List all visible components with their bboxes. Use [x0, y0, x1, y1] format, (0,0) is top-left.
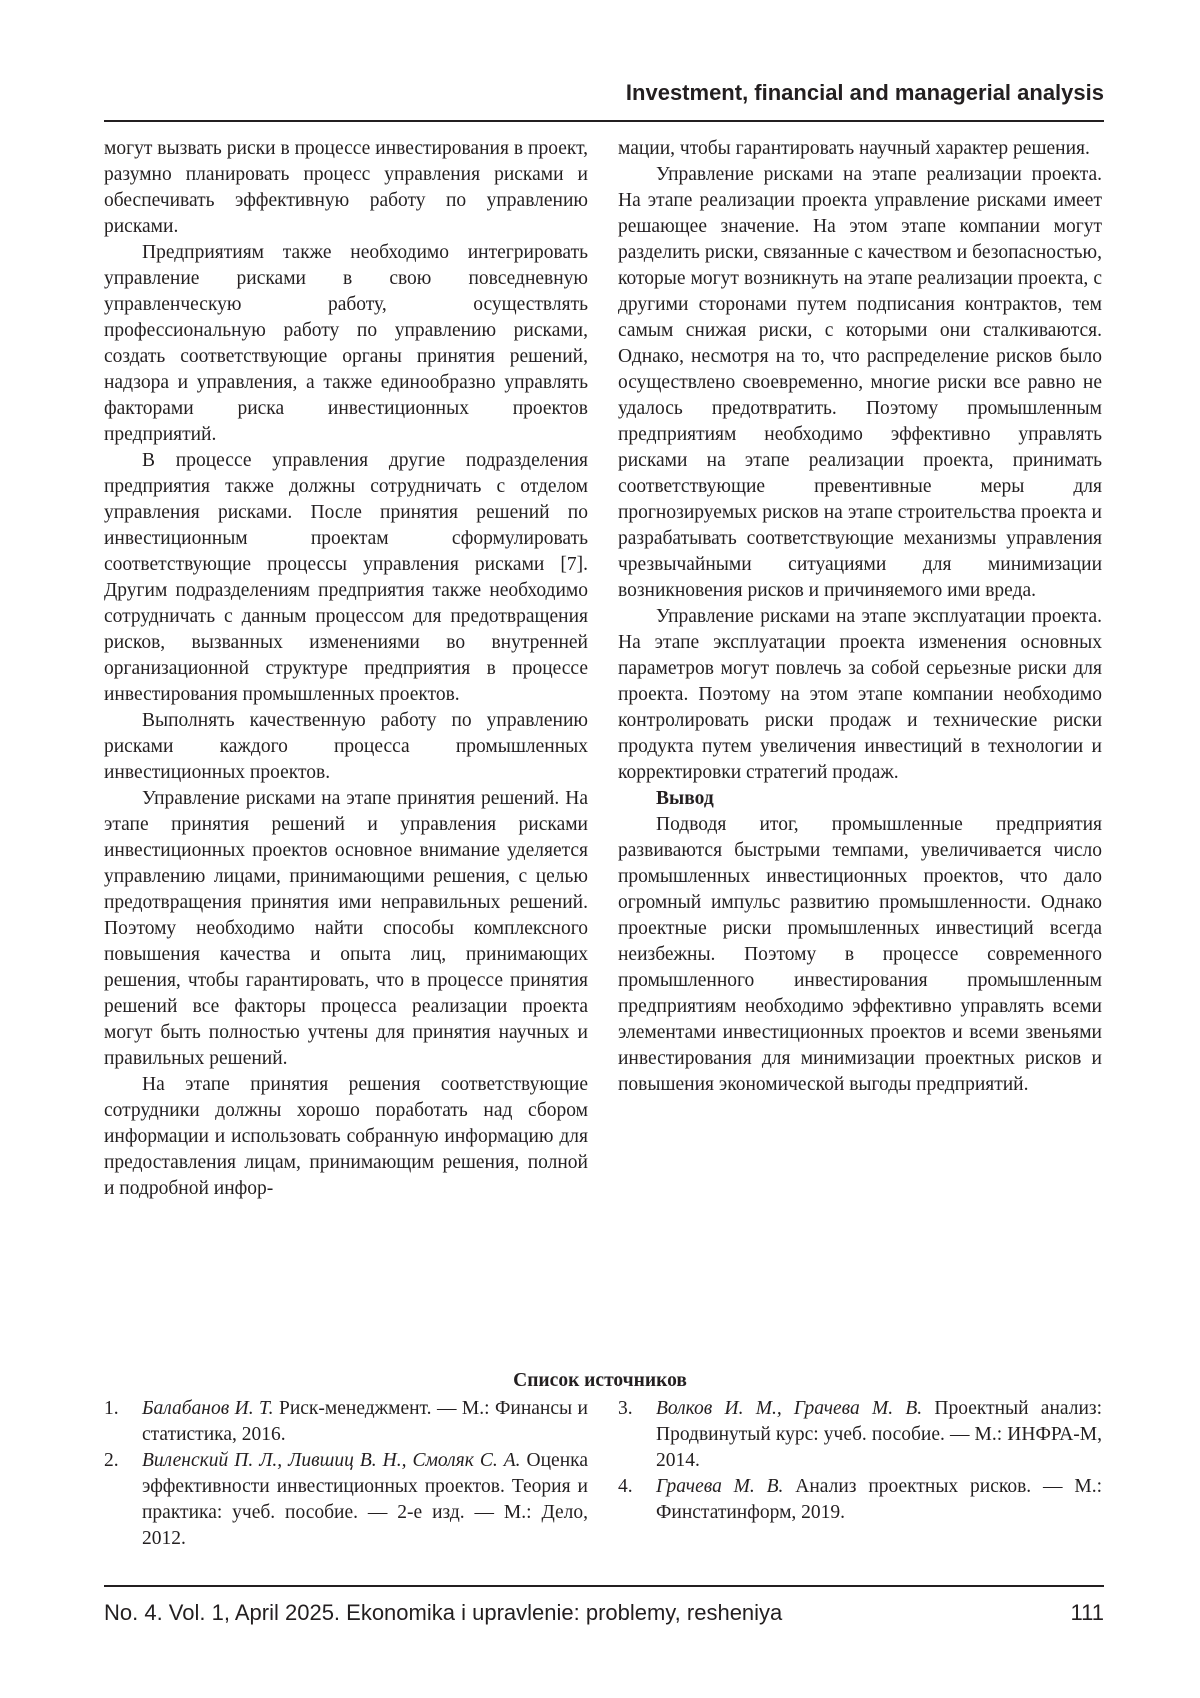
- paragraph: мации, чтобы гарантировать научный характер решения.: [618, 138, 1090, 159]
- paragraph: Предприятиям также необходимо интегрировать управление рисками в свою повседневную управленческую работу, осуществлять профессиональную работу по управлению рисками, создать соответствующие органы принятия решений, надзора и управления, а также единообразно управлять факторами риска инвестиционных проектов предприятий.: [104, 242, 588, 445]
- journal-info: No. 4. Vol. 1, April 2025. Ekonomika i upravlenie: problemy, resheniya: [104, 1600, 783, 1625]
- paragraph: Управление рисками на этапе реализации проекта. На этапе реализации проекта управление рисками имеет решающее значение. На этом этапе компании могут разделить риски, связанные с качеством и безопасностью, которые могут возникнуть на этапе реализации проекта, с другими сторонами путем подписания контрактов, тем самым снижая риски, с которыми они сталкиваются. Однако, несмотря на то, что распределение рисков было осуществлено своевременно, многие риски все равно не удалось предотвратить. Поэтому промышленным предприятиям необходимо эффективно управлять рисками на этапе реализации проекта, принимать соответствующие превентивные меры для прогнозируемых рисков на этапе строительства проекта и разрабатывать соответствующие механизмы управления чрезвычайными ситуациями для минимизации возникновения рисков и причиняемого ими вреда.: [618, 164, 1102, 601]
- reference-number: 4.: [618, 1476, 633, 1497]
- paragraph: В процессе управления другие подразделения предприятия также должны сотрудничать с отделом управления рисками. После принятия решений по инвестиционным проектам сформулировать соответствующие процессы управления рисками [7]. Другим подразделениям предприятия также необходимо сотрудничать с данным процессом для предотвращения рисков, вызванных изменениями во внутренней организационной структуре предприятия в процессе инвестирования промышленных проектов.: [104, 450, 588, 705]
- reference-item: [618, 1396, 1102, 1474]
- reference-authors: Виленский П. Л., Лившиц В. Н., Смоляк С. А.: [142, 1450, 521, 1471]
- references-left: [104, 1396, 588, 1552]
- reference-item: [104, 1396, 588, 1448]
- paragraph: Подводя итог, промышленные предприятия развиваются быстрыми темпами, увеличивается число промышленных инвестиционных проектов, что дало огромный импульс развитию промышленности. Однако проектные риски промышленных инвестиций всегда неизбежны. Поэтому в процессе современного промышленного инвестирования промышленным предприятиям необходимо эффективно управлять всеми элементами инвестиционных проектов и всеми звеньями инвестирования для минимизации проектных рисков и повышения экономической выгоды предприятий.: [618, 814, 1102, 1095]
- right-column: [618, 136, 1102, 1098]
- reference-number: 1.: [104, 1398, 119, 1419]
- paragraph: На этапе принятия решения соответствующие сотрудники должны хорошо поработать над сбором информации и использовать собранную информацию для предоставления лицам, принимающим решения, полной и подробной инфор-: [104, 1074, 588, 1199]
- paragraph: Управление рисками на этапе эксплуатации проекта. На этапе эксплуатации проекта изменения основных параметров могут повлечь за собой серьезные риски для проекта. Поэтому на этом этапе компании необходимо контролировать риски продаж и технические риски продукта путем увеличения инвестиций в технологии и корректировки стратегий продаж.: [618, 606, 1102, 783]
- section-heading-conclusion: Вывод: [656, 788, 714, 809]
- reference-number: 3.: [618, 1398, 633, 1419]
- header-rule: [104, 120, 1104, 122]
- footer-rule: [104, 1585, 1104, 1587]
- references-title: Список источников: [513, 1370, 687, 1391]
- paragraph: Выполнять качественную работу по управлению рисками каждого процесса промышленных инвестиционных проектов.: [104, 710, 588, 783]
- reference-text: Проектный анализ: Продвинутый курс: учеб. пособие. — М.: ИНФРА-М, 2014.: [656, 1398, 1102, 1471]
- page-footer: [104, 1600, 1104, 1626]
- reference-number: 2.: [104, 1450, 119, 1471]
- running-header-title: Investment, financial and managerial analysis: [625, 80, 1104, 105]
- reference-authors: Грачева М. В.: [656, 1476, 784, 1497]
- paragraph: Управление рисками на этапе принятия решений. На этапе принятия решений и управления рисками инвестиционных проектов основное внимание уделяется управлению лицами, принимающими решения, с целью предотвращения принятия ими неправильных решений. Поэтому необходимо найти способы комплексного повышения качества и опыта лиц, принимающих решения, чтобы гарантировать, что в процессе принятия решений все факторы процесса реализации проекта могут быть полностью учтены для принятия научных и правильных решений.: [104, 788, 588, 1069]
- page-number: 111: [1070, 1600, 1104, 1625]
- reference-text: Риск-менеджмент. — М.: Финансы и статистика, 2016.: [142, 1398, 588, 1445]
- reference-text: Оценка эффективности инвестиционных проектов. Теория и практика: учеб. пособие. — 2-е изд. — М.: Дело, 2012.: [142, 1450, 588, 1549]
- reference-text: Анализ проектных рисков. — М.: Финстатинформ, 2019.: [656, 1476, 1102, 1523]
- reference-item: [618, 1474, 1102, 1526]
- references-right: [618, 1396, 1102, 1526]
- paragraph: могут вызвать риски в процессе инвестирования в проект, разумно планировать процесс управления рисками и обеспечивать эффективную работу по управлению рисками.: [104, 138, 588, 237]
- reference-authors: Балабанов И. Т.: [142, 1398, 274, 1419]
- reference-item: [104, 1448, 588, 1552]
- reference-authors: Волков И. М., Грачева М. В.: [656, 1398, 923, 1419]
- left-column: [104, 136, 588, 1202]
